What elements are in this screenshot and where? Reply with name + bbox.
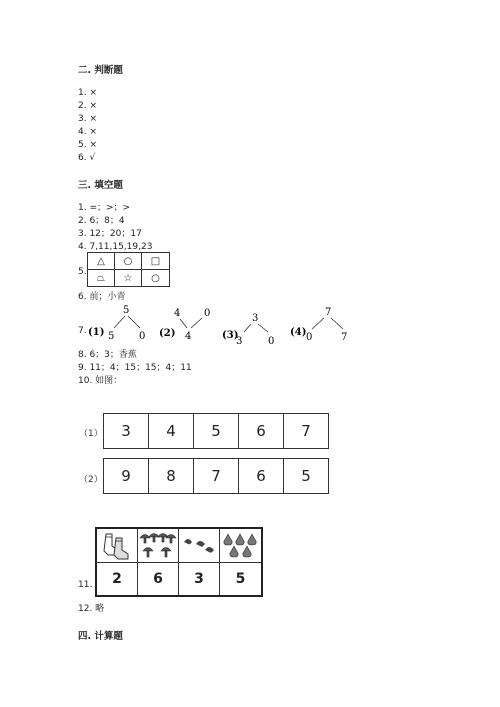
fill-answer-5-number: 5.: [78, 267, 87, 277]
fill-answer-3: 3. 12；20；17: [78, 229, 142, 239]
judge-answer-3: 3. ×: [78, 114, 97, 124]
tree-branch-right: [191, 318, 202, 328]
tree-right: 0: [268, 336, 275, 347]
fill-answer-2: 2. 6；8；4: [78, 216, 125, 226]
count-cell: 2: [97, 563, 138, 595]
count-cell: 5: [235, 571, 246, 587]
tree-branch-right: [128, 316, 140, 328]
tree-branch-left: [312, 318, 324, 329]
number-cell: 4: [149, 414, 194, 448]
tree-top: 5: [123, 305, 130, 316]
shapes-grid: [87, 252, 170, 287]
circle-icon: ○: [151, 272, 160, 284]
tree-branch-right: [258, 324, 268, 332]
number-tree-3: [222, 313, 274, 347]
mushrooms-icon: [138, 529, 179, 563]
number-cell: 7: [194, 459, 239, 493]
fill-answer-8: 8. 6；3；香蕉: [78, 350, 137, 360]
tree-right: 0: [204, 308, 211, 319]
number-cell: 7: [301, 422, 311, 440]
tree-label: (2): [159, 328, 176, 339]
number-cell: 6: [239, 459, 284, 493]
number-cell: 3: [104, 414, 149, 448]
pears-icon: [220, 529, 261, 563]
number-tree-2: [159, 308, 210, 342]
number-cell: 6: [239, 414, 284, 448]
tree-left: 0: [306, 332, 313, 343]
number-row-2: [103, 458, 329, 494]
triangle-icon: △: [88, 253, 115, 270]
tree-branch-left: [180, 319, 187, 328]
fill-answer-12: 12. 略: [78, 604, 105, 614]
trapezoid-icon: ⏢: [88, 270, 115, 286]
judge-answer-4: 4. ×: [78, 127, 97, 137]
tree-branch-left: [244, 324, 251, 332]
judge-answer-6: 6. √: [78, 153, 96, 163]
row-label-1: （1）: [79, 429, 103, 439]
judge-answer-2: 2. ×: [78, 101, 97, 111]
tree-top: 4: [174, 308, 181, 319]
number-cell: 5: [301, 467, 311, 485]
section-calc-heading: 四. 计算题: [78, 631, 123, 642]
tree-label: (1): [88, 327, 105, 338]
square-icon: □: [142, 253, 169, 270]
tree-label: (3): [222, 330, 239, 341]
birds-icon: [179, 529, 220, 563]
section-judge-heading: 二. 判断题: [78, 65, 123, 76]
picture-count-table: [95, 527, 263, 597]
tree-left: 4: [185, 331, 192, 342]
number-tree-1: [88, 305, 145, 342]
fill-answer-1: 1. =；>；>: [78, 203, 131, 213]
number-cell: 8: [149, 459, 194, 493]
tree-top: 7: [325, 307, 332, 318]
fill-answer-6: 6. 前；小青: [78, 292, 126, 302]
fill-answer-7-number: 7.: [78, 326, 87, 336]
count-cell: 3: [179, 563, 220, 595]
number-cell: 9: [104, 459, 149, 493]
row-label-2: （2）: [79, 475, 103, 485]
count-cell: 6: [138, 563, 179, 595]
judge-answer-1: 1. ×: [78, 88, 97, 98]
fill-answer-11-number: 11.: [78, 580, 93, 590]
tree-top: 3: [252, 313, 259, 324]
socks-icon: [97, 529, 138, 563]
tree-left: 3: [236, 336, 243, 347]
judge-answer-5: 5. ×: [78, 140, 97, 150]
number-trees: [88, 300, 358, 348]
number-cell: 5: [194, 414, 239, 448]
tree-right: 0: [139, 331, 146, 342]
tree-left: 5: [108, 331, 115, 342]
section-fill-heading: 三. 填空题: [78, 180, 123, 191]
number-row-1: [103, 413, 329, 449]
tree-label: (4): [290, 327, 307, 338]
circle-icon: ○: [115, 253, 142, 270]
fill-answer-10: 10. 如图：: [78, 376, 123, 386]
tree-right: 7: [341, 332, 348, 343]
fill-answer-4: 4. 7,11,15,19,23: [78, 242, 153, 252]
tree-branch-right: [331, 318, 343, 329]
number-tree-4: [290, 307, 347, 343]
fill-answer-9: 9. 11；4；15；15；4；11: [78, 363, 192, 373]
star-icon: ☆: [115, 270, 142, 286]
tree-branch-left: [114, 316, 125, 328]
